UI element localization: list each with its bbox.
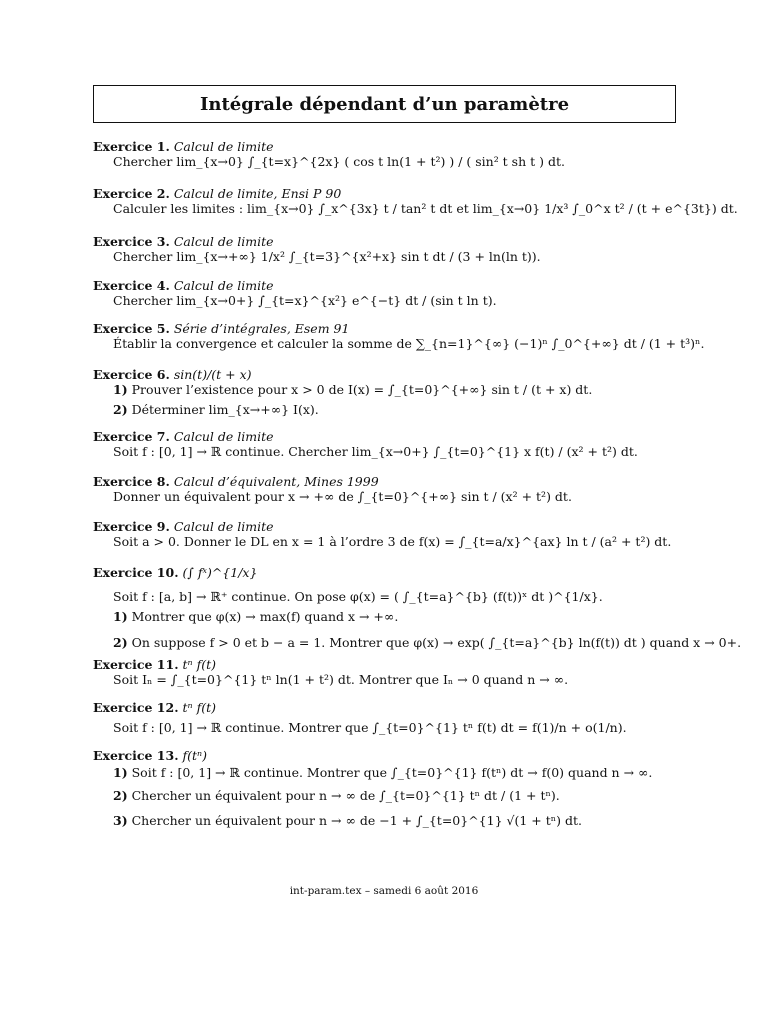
exercise-label: Exercice 2. [93, 186, 170, 201]
exercise-line: Déterminer lim_{x→+∞} I(x). [131, 402, 319, 417]
exercise-10 [93, 565, 742, 650]
exercise-subtitle: Série d’intégrales, Esem 91 [173, 321, 350, 336]
exercise-line: Soit f : [0, 1] → ℝ continue. Chercher lim_{x→0+} ∫_{t=0}^{1} x f(t) / (x² + t²) dt. [113, 444, 638, 459]
exercise-label: Exercice 5. [93, 321, 170, 336]
exercise-line: Établir la convergence et calculer la somme de ∑_{n=1}^{∞} (−1)ⁿ ∫_0^{+∞} dt / (1 + t³)ⁿ. [113, 336, 705, 351]
exercise-label: Exercice 9. [93, 519, 170, 534]
exercise-line: Donner un équivalent pour x → +∞ de ∫_{t=0}^{+∞} sin t / (x² + t²) dt. [113, 489, 572, 504]
exercise-label: Exercice 4. [93, 278, 170, 293]
exercise-subtitle: tⁿ f(t) [182, 657, 216, 672]
exercise-12 [93, 701, 693, 735]
exercise-line: Soit f : [0, 1] → ℝ continue. Montrer que ∫_{t=0}^{1} tⁿ f(t) dt = f(1)/n + o(1/n). [113, 720, 627, 735]
exercise-line: Montrer que φ(x) → max(f) quand x → +∞. [131, 609, 399, 624]
exercise-subtitle: Calcul de limite [173, 139, 274, 154]
exercise-line: Soit f : [a, b] → ℝ⁺ continue. On pose φ(x) = ( ∫_{t=a}^{b} (f(t))ˣ dt )^{1/x}. [113, 589, 603, 604]
exercise-line: Chercher lim_{x→0+} ∫_{t=x}^{x²} e^{−t} dt / (sin t ln t). [113, 293, 497, 308]
exercise-label: Exercice 3. [93, 234, 170, 249]
exercise-3 [93, 235, 693, 264]
page-footer: int-param.tex – samedi 6 août 2016 [289, 885, 479, 897]
question-number: 3) [113, 813, 128, 828]
exercise-line: Soit Iₙ = ∫_{t=0}^{1} tⁿ ln(1 + t²) dt. Montrer que Iₙ → 0 quand n → ∞. [113, 672, 569, 687]
exercise-line: Chercher lim_{x→+∞} 1/x² ∫_{t=3}^{x²+x} sin t dt / (3 + ln(ln t)). [113, 249, 541, 264]
exercise-subtitle: Calcul de limite [173, 234, 274, 249]
exercise-7 [93, 430, 693, 459]
exercise-1 [93, 140, 693, 169]
exercise-subtitle: f(tⁿ) [182, 748, 208, 763]
exercise-6 [93, 368, 693, 417]
exercise-line: Calculer les limites : lim_{x→0} ∫_x^{3x} t / tan² t dt et lim_{x→0} 1/x³ ∫_0^x t² / (t + e^{3t}) dt. [113, 201, 738, 216]
question-number: 1) [113, 765, 128, 780]
question-number: 1) [113, 609, 128, 624]
exercise-line: Chercher un équivalent pour n → ∞ de ∫_{t=0}^{1} tⁿ dt / (1 + tⁿ). [131, 788, 560, 803]
exercise-label: Exercice 12. [93, 700, 179, 715]
exercise-5 [93, 321, 705, 351]
exercise-subtitle: (∫ fˣ)^{1/x} [182, 565, 258, 580]
exercise-13 [93, 749, 693, 828]
exercise-line: Chercher lim_{x→0} ∫_{t=x}^{2x} ( cos t ln(1 + t²) ) / ( sin² t sh t ) dt. [113, 154, 565, 169]
exercise-label: Exercice 1. [93, 139, 170, 154]
exercise-subtitle: Calcul de limite, Ensi P 90 [173, 186, 342, 201]
question-number: 2) [113, 788, 128, 803]
exercise-11 [93, 658, 693, 687]
exercise-line: Prouver l’existence pour x > 0 de I(x) = ∫_{t=0}^{+∞} sin t / (t + x) dt. [131, 382, 593, 397]
exercise-label: Exercice 8. [93, 474, 170, 489]
exercise-subtitle: Calcul de limite [173, 278, 274, 293]
exercise-label: Exercice 7. [93, 429, 170, 444]
exercise-line: Chercher un équivalent pour n → ∞ de −1 + ∫_{t=0}^{1} √(1 + tⁿ) dt. [131, 813, 582, 828]
exercise-subtitle: Calcul de limite [173, 429, 274, 444]
exercise-2 [93, 186, 738, 216]
exercise-subtitle: Calcul d’équivalent, Mines 1999 [173, 474, 379, 489]
exercise-label: Exercice 13. [93, 748, 179, 763]
exercise-label: Exercice 10. [93, 565, 179, 580]
title-box [93, 85, 676, 123]
question-number: 1) [113, 382, 128, 397]
exercise-subtitle: sin(t)/(t + x) [173, 367, 252, 382]
exercise-line: Soit a > 0. Donner le DL en x = 1 à l’ordre 3 de f(x) = ∫_{t=a/x}^{ax} ln t / (a² + t²) dt. [113, 534, 672, 549]
exercise-label: Exercice 11. [93, 657, 179, 672]
question-number: 2) [113, 402, 128, 417]
exercise-label: Exercice 6. [93, 367, 170, 382]
page-title: Intégrale dépendant d’un paramètre [199, 93, 570, 115]
exercise-subtitle: tⁿ f(t) [182, 700, 216, 715]
exercise-line: On suppose f > 0 et b − a = 1. Montrer que φ(x) → exp( ∫_{t=a}^{b} ln(f(t)) dt ) quand x → 0+. [131, 635, 742, 650]
exercise-9 [93, 520, 693, 549]
exercise-8 [93, 475, 693, 504]
exercise-4 [93, 279, 693, 308]
exercise-line: Soit f : [0, 1] → ℝ continue. Montrer que ∫_{t=0}^{1} f(tⁿ) dt → f(0) quand n → ∞. [131, 765, 653, 780]
question-number: 2) [113, 635, 128, 650]
exercise-subtitle: Calcul de limite [173, 519, 274, 534]
